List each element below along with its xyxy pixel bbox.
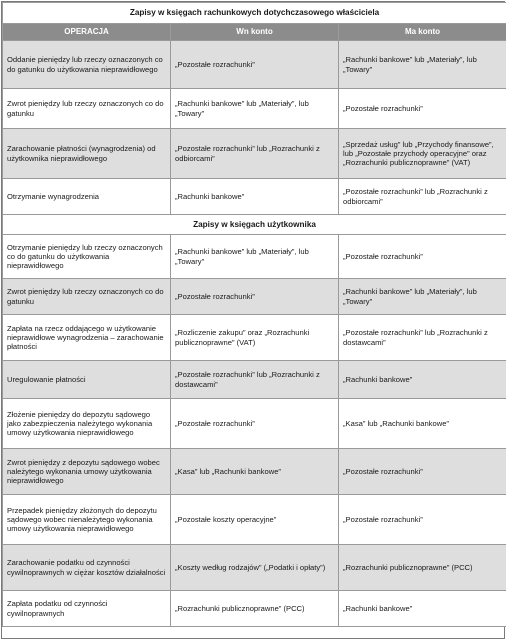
table-row	[3, 89, 506, 129]
table-row	[3, 41, 506, 89]
cell-operation: Zwrot pieniędzy lub rzeczy oznaczonych co do gatunku	[3, 279, 171, 315]
section-title-row	[3, 215, 506, 235]
cell-ma: „Pozostałe rozrachunki”	[339, 449, 506, 495]
table-row	[3, 279, 506, 315]
cell-ma: „Kasa” lub „Rachunki bankowe”	[339, 399, 506, 449]
table-row	[3, 495, 506, 545]
cell-wn: „Pozostałe rozrachunki”	[171, 41, 339, 89]
cell-ma: „Rachunki bankowe”	[339, 591, 506, 627]
cell-ma: „Sprzedaż usług” lub „Przychody finansowe”, lub „Pozostałe przychody operacyjne” oraz „Rozrachunki publicznoprawne” (VAT)	[339, 129, 506, 179]
cell-wn: „Pozostałe koszty operacyjne”	[171, 495, 339, 545]
cell-ma: „Rachunki bankowe” lub „Materiały”, lub „Towary”	[339, 279, 506, 315]
table-row	[3, 235, 506, 279]
cell-operation: Zarachowanie płatności (wynagrodzenia) od użytkownika nieprawidłowego	[3, 129, 171, 179]
cell-ma: „Rozrachunki publicznoprawne” (PCC)	[339, 545, 506, 591]
header-wn-konto: Wn konto	[171, 24, 339, 41]
cell-operation: Przepadek pieniędzy złożonych do depozytu sądowego wobec nienależytego wykonania umowy użytkowania nieprawidłowego	[3, 495, 171, 545]
cell-operation: Zwrot pieniędzy lub rzeczy oznaczonych co do gatunku	[3, 89, 171, 129]
cell-wn: „Rozrachunki publicznoprawne” (PCC)	[171, 591, 339, 627]
section-title: Zapisy w księgach użytkownika	[3, 215, 506, 235]
cell-ma: „Pozostałe rozrachunki” lub „Rozrachunki z odbiorcami”	[339, 179, 506, 215]
cell-operation: Zapłata na rzecz oddającego w użytkowanie nieprawidłowe wynagrodzenia – zarachowanie płatności	[3, 315, 171, 361]
table-title: Zapisy w księgach rachunkowych dotychczasowego właściciela	[3, 3, 506, 24]
header-ma-konto: Ma konto	[339, 24, 506, 41]
table-title-row	[3, 3, 506, 24]
cell-wn: „Rachunki bankowe”	[171, 179, 339, 215]
cell-operation: Oddanie pieniędzy lub rzeczy oznaczonych co do gatunku do użytkowania nieprawidłowego	[3, 41, 171, 89]
table-row	[3, 315, 506, 361]
cell-wn: „Pozostałe rozrachunki” lub „Rozrachunki z dostawcami”	[171, 361, 339, 399]
table-row	[3, 545, 506, 591]
cell-ma: „Pozostałe rozrachunki”	[339, 235, 506, 279]
table-header-row	[3, 24, 506, 41]
table-row	[3, 361, 506, 399]
table-row	[3, 449, 506, 495]
cell-operation: Uregulowanie płatności	[3, 361, 171, 399]
cell-wn: „Pozostałe rozrachunki”	[171, 279, 339, 315]
accounting-entries-table	[2, 2, 506, 627]
table-row	[3, 399, 506, 449]
document-page	[1, 1, 505, 639]
cell-ma: „Pozostałe rozrachunki” lub „Rozrachunki z dostawcami”	[339, 315, 506, 361]
cell-wn: „Rachunki bankowe” lub „Materiały”, lub „Towary”	[171, 89, 339, 129]
cell-ma: „Rachunki bankowe”	[339, 361, 506, 399]
cell-ma: „Pozostałe rozrachunki”	[339, 495, 506, 545]
cell-operation: Złożenie pieniędzy do depozytu sądowego jako zabezpieczenia należytego wykonania umowy użytkowania nieprawidłowego	[3, 399, 171, 449]
table-row	[3, 179, 506, 215]
cell-wn: „Koszty według rodzajów” („Podatki i opłaty”)	[171, 545, 339, 591]
table-row	[3, 129, 506, 179]
cell-operation: Zarachowanie podatku od czynności cywilnoprawnych w ciężar kosztów działalności	[3, 545, 171, 591]
table-row	[3, 591, 506, 627]
cell-wn: „Pozostałe rozrachunki”	[171, 399, 339, 449]
header-operacja: OPERACJA	[3, 24, 171, 41]
cell-operation: Zapłata podatku od czynności cywilnoprawnych	[3, 591, 171, 627]
cell-operation: Otrzymanie pieniędzy lub rzeczy oznaczonych co do gatunku do użytkowania nieprawidłowego	[3, 235, 171, 279]
cell-ma: „Rachunki bankowe” lub „Materiały”, lub „Towary”	[339, 41, 506, 89]
cell-operation: Zwrot pieniędzy z depozytu sądowego wobec należytego wykonania umowy użytkowania nieprawidłowego	[3, 449, 171, 495]
cell-wn: „Rozliczenie zakupu” oraz „Rozrachunki publicznoprawne” (VAT)	[171, 315, 339, 361]
cell-wn: „Kasa” lub „Rachunki bankowe”	[171, 449, 339, 495]
cell-wn: „Pozostałe rozrachunki” lub „Rozrachunki z odbiorcami”	[171, 129, 339, 179]
cell-operation: Otrzymanie wynagrodzenia	[3, 179, 171, 215]
cell-wn: „Rachunki bankowe” lub „Materiały”, lub „Towary”	[171, 235, 339, 279]
cell-ma: „Pozostałe rozrachunki”	[339, 89, 506, 129]
